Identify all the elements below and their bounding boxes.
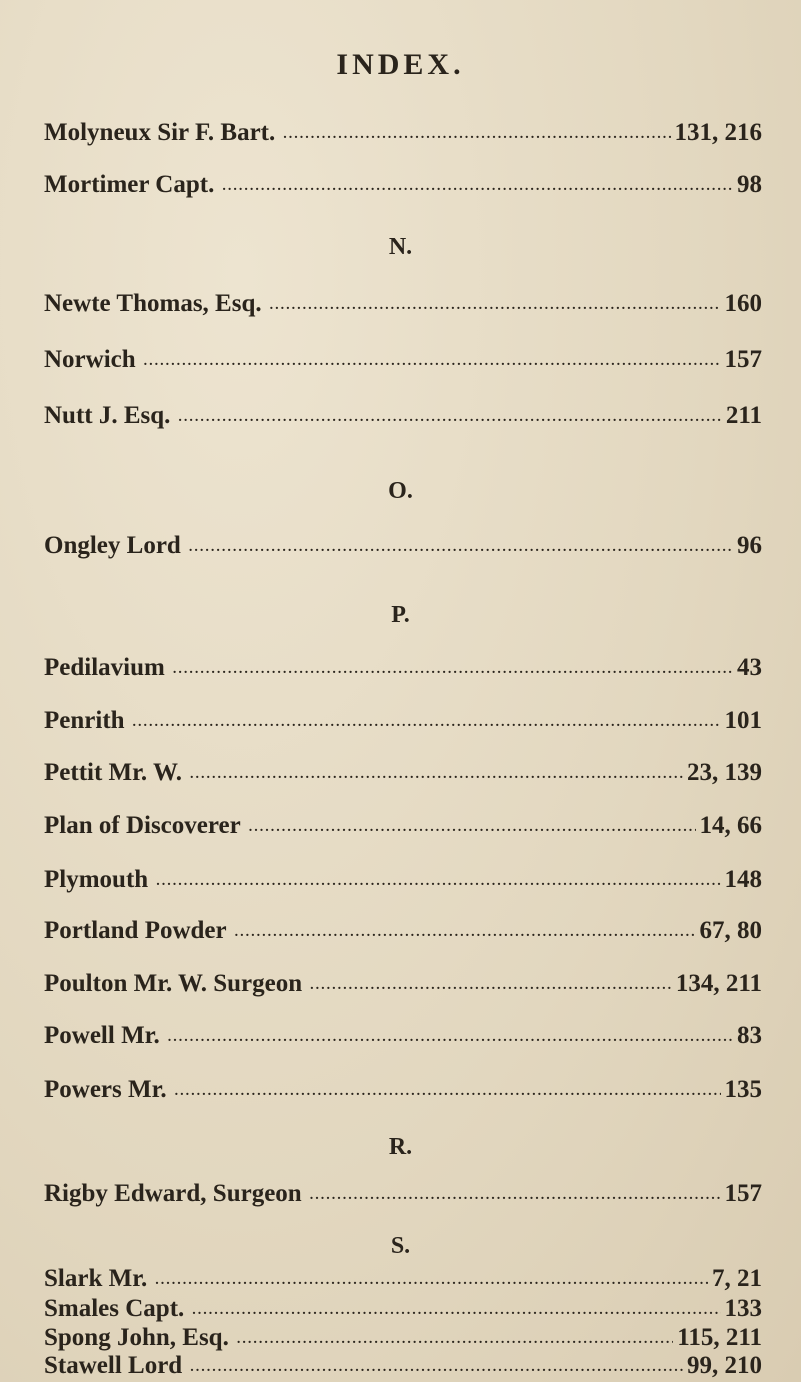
entry-pages: 98	[737, 171, 762, 198]
entry-name: Mortimer Capt.	[44, 171, 215, 198]
index-entry-ongley	[44, 530, 762, 560]
index-entry-norwich	[44, 344, 762, 374]
entry-pages: 148	[724, 866, 762, 893]
entry-name: Nutt J. Esq.	[44, 402, 171, 429]
index-entry-stawell	[44, 1350, 762, 1380]
dot-leader	[178, 411, 721, 425]
index-entry-spong	[44, 1322, 762, 1352]
dot-leader	[310, 1189, 721, 1203]
dot-leader	[144, 355, 721, 369]
index-entry-portland-powder	[44, 915, 762, 945]
entry-name: Powers Mr.	[44, 1076, 167, 1103]
entry-pages: 67, 80	[699, 917, 762, 944]
dot-leader	[222, 180, 733, 194]
entry-pages: 14, 66	[699, 812, 762, 839]
entry-name: Plan of Discoverer	[44, 812, 241, 839]
index-entry-plymouth	[44, 864, 762, 894]
entry-pages: 101	[724, 707, 762, 734]
index-entry-smales	[44, 1293, 762, 1323]
entry-pages: 160	[724, 290, 762, 317]
index-entry-penrith	[44, 705, 762, 735]
dot-leader	[168, 1031, 733, 1045]
entry-pages: 131, 216	[674, 119, 762, 146]
index-entry-mortimer	[44, 169, 762, 199]
entry-pages: 157	[724, 346, 762, 373]
dot-leader	[249, 821, 696, 835]
dot-leader	[192, 1304, 720, 1318]
entry-name: Pettit Mr. W.	[44, 759, 182, 786]
entry-pages: 211	[725, 402, 762, 429]
entry-pages: 99, 210	[687, 1352, 762, 1379]
entry-pages: 133	[724, 1295, 762, 1322]
entry-name: Stawell Lord	[44, 1352, 183, 1379]
index-entry-newte	[44, 288, 762, 318]
dot-leader	[156, 875, 720, 889]
dot-leader	[173, 663, 733, 677]
entry-name: Poulton Mr. W. Surgeon	[44, 970, 303, 997]
index-entry-plan-of-discoverer	[44, 810, 762, 840]
dot-leader	[235, 926, 696, 940]
index-entry-powers	[44, 1074, 762, 1104]
index-entry-powell	[44, 1020, 762, 1050]
entry-name: Plymouth	[44, 866, 149, 893]
entry-name: Newte Thomas, Esq.	[44, 290, 262, 317]
dot-leader	[270, 299, 721, 313]
entry-name: Penrith	[44, 707, 125, 734]
dot-leader	[190, 768, 683, 782]
page-title: INDEX.	[336, 48, 465, 81]
index-entry-poulton	[44, 968, 762, 998]
entry-name: Spong John, Esq.	[44, 1324, 229, 1351]
dot-leader	[283, 128, 670, 142]
dot-leader	[155, 1274, 708, 1288]
entry-name: Rigby Edward, Surgeon	[44, 1180, 302, 1207]
entry-name: Powell Mr.	[44, 1022, 160, 1049]
dot-leader	[190, 1361, 683, 1375]
dot-leader	[175, 1085, 721, 1099]
index-entry-molyneux	[44, 117, 762, 147]
entry-pages: 157	[724, 1180, 762, 1207]
dot-leader	[237, 1333, 673, 1347]
section-letter-s: S.	[390, 1233, 411, 1259]
entry-name: Ongley Lord	[44, 532, 181, 559]
index-entry-slark	[44, 1263, 762, 1293]
entry-name: Molyneux Sir F. Bart.	[44, 119, 276, 146]
entry-pages: 43	[737, 654, 762, 681]
entry-pages: 115, 211	[677, 1324, 762, 1351]
entry-name: Slark Mr.	[44, 1265, 148, 1292]
section-letter-o: O.	[388, 478, 413, 504]
entry-pages: 83	[737, 1022, 762, 1049]
dot-leader	[189, 541, 733, 555]
entry-pages: 134, 211	[675, 970, 762, 997]
entry-pages: 96	[737, 532, 762, 559]
entry-name: Smales Capt.	[44, 1295, 185, 1322]
entry-pages: 23, 139	[687, 759, 762, 786]
entry-pages: 7, 21	[712, 1265, 762, 1292]
dot-leader	[310, 979, 672, 993]
index-entry-pedilavium	[44, 652, 762, 682]
dot-leader	[133, 716, 721, 730]
entry-name: Norwich	[44, 346, 136, 373]
entry-name: Portland Powder	[44, 917, 227, 944]
section-letter-p: P.	[391, 602, 410, 628]
section-letter-r: R.	[388, 1134, 413, 1160]
index-entry-pettit	[44, 757, 762, 787]
index-entry-nutt	[44, 400, 762, 430]
index-entry-rigby	[44, 1178, 762, 1208]
entry-pages: 135	[724, 1076, 762, 1103]
section-letter-n: N.	[388, 234, 413, 260]
entry-name: Pedilavium	[44, 654, 165, 681]
